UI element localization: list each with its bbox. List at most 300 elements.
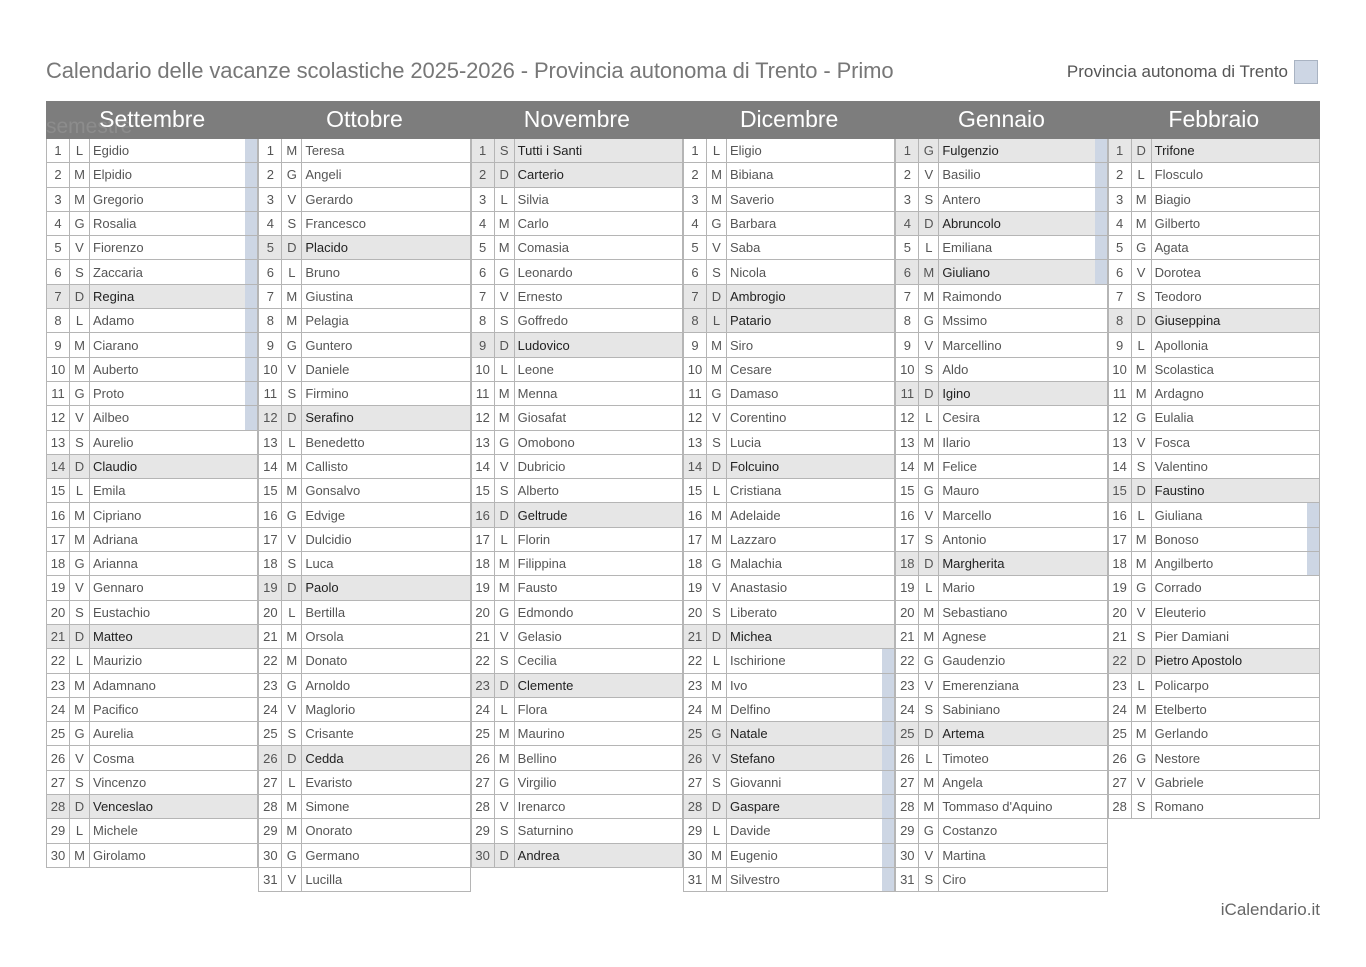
day-row [895, 188, 1107, 212]
weekday-letter: M [1132, 528, 1152, 551]
day-number: 4 [1109, 212, 1132, 235]
weekday-letter: M [70, 674, 90, 697]
weekday-letter: M [707, 698, 727, 721]
vacation-marker [245, 212, 257, 235]
saint-name: Trifone [1154, 143, 1195, 159]
day-row [471, 576, 683, 600]
month-column-settembre [46, 101, 258, 868]
saint-name: Gilberto [1154, 216, 1201, 232]
day-number: 23 [896, 674, 919, 697]
month-title: Gennaio [957, 106, 1045, 132]
day-number: 28 [259, 795, 282, 818]
day-number: 13 [47, 431, 70, 454]
day-number: 28 [47, 795, 70, 818]
weekday-letter: L [1132, 163, 1152, 186]
weekday-letter: M [919, 431, 939, 454]
saint-name: Ailbeo [93, 410, 130, 426]
weekday-letter: V [495, 795, 515, 818]
saint-name: Bertilla [305, 604, 346, 620]
day-number: 19 [259, 576, 282, 599]
weekday-letter: M [282, 139, 302, 162]
day-number: 3 [472, 188, 495, 211]
day-number: 13 [259, 431, 282, 454]
saint-name: Flora [517, 701, 548, 717]
weekday-letter: V [282, 698, 302, 721]
day-number: 21 [472, 625, 495, 648]
day-number: 22 [47, 649, 70, 672]
saint-name: Bibiana [729, 167, 774, 183]
month-title: Settembre [99, 106, 206, 132]
day-row [46, 139, 258, 163]
saint-name: Tommaso d'Aquino [942, 799, 1053, 815]
vacation-marker [245, 260, 257, 283]
saint-name: Egidio [93, 143, 130, 159]
saint-name: Martina [942, 847, 986, 863]
weekday-letter: V [919, 674, 939, 697]
day-number: 2 [896, 163, 919, 186]
day-number: 23 [684, 674, 707, 697]
day-number: 12 [684, 406, 707, 429]
saint-name: Evaristo [305, 774, 353, 790]
weekday-letter: G [1132, 406, 1152, 429]
day-row [1108, 674, 1320, 698]
day-number: 18 [472, 552, 495, 575]
weekday-letter: D [707, 625, 727, 648]
day-row [1108, 309, 1320, 333]
saint-name: Claudio [93, 459, 138, 474]
calendar-grid [46, 101, 1320, 894]
day-row [258, 163, 470, 187]
weekday-letter: M [70, 188, 90, 211]
weekday-letter: S [70, 601, 90, 624]
day-row [1108, 455, 1320, 479]
weekday-letter: V [282, 188, 302, 211]
day-row [258, 455, 470, 479]
weekday-letter: V [707, 236, 727, 259]
saint-name: Bellino [517, 750, 557, 766]
saint-name: Marcellino [942, 337, 1002, 353]
day-number: 7 [1109, 285, 1132, 308]
saint-name: Timoteo [942, 750, 989, 766]
day-row [471, 358, 683, 382]
saint-name: Stefano [729, 750, 775, 766]
saint-name: Giosafat [517, 410, 567, 426]
weekday-letter: G [919, 649, 939, 672]
saint-name: Giuliana [1154, 507, 1203, 523]
day-row [471, 625, 683, 649]
saint-name: Ernesto [517, 288, 563, 304]
day-number: 7 [47, 285, 70, 308]
day-row [1108, 260, 1320, 284]
weekday-letter: D [70, 455, 90, 478]
day-row [46, 406, 258, 430]
weekday-letter: M [707, 674, 727, 697]
saint-name: Silvia [517, 191, 549, 207]
saint-name: Cosma [93, 750, 135, 766]
weekday-letter: G [1132, 236, 1152, 259]
day-row [1108, 625, 1320, 649]
day-row [46, 503, 258, 527]
weekday-letter: D [1132, 139, 1152, 162]
saint-name: Artema [942, 726, 985, 742]
day-number: 7 [896, 285, 919, 308]
weekday-letter: L [707, 649, 727, 672]
weekday-letter: M [70, 503, 90, 526]
day-row [1108, 212, 1320, 236]
saint-name: Siro [729, 337, 754, 353]
weekday-letter: S [1132, 455, 1152, 478]
day-number: 14 [1109, 455, 1132, 478]
saint-name: Antonio [942, 531, 987, 547]
day-row [895, 771, 1107, 795]
weekday-letter: S [919, 698, 939, 721]
day-number: 29 [47, 819, 70, 842]
day-row [471, 528, 683, 552]
day-number: 14 [472, 455, 495, 478]
day-row [258, 333, 470, 357]
weekday-letter: S [707, 771, 727, 794]
saint-name: Gregorio [93, 191, 144, 207]
day-row [1108, 188, 1320, 212]
vacation-marker [1307, 552, 1319, 575]
day-number: 3 [1109, 188, 1132, 211]
day-number: 8 [896, 309, 919, 332]
day-number: 17 [472, 528, 495, 551]
weekday-letter: G [282, 163, 302, 186]
day-number: 30 [684, 844, 707, 867]
day-row [46, 649, 258, 673]
weekday-letter: G [707, 212, 727, 235]
day-number: 8 [259, 309, 282, 332]
saint-name: Ivo [729, 677, 748, 693]
saint-name: Emerenziana [942, 677, 1019, 693]
saint-name: Gerlando [1154, 726, 1209, 742]
weekday-letter: L [495, 358, 515, 381]
weekday-letter: S [919, 528, 939, 551]
day-row [895, 528, 1107, 552]
day-number: 13 [684, 431, 707, 454]
saint-name: Corrado [1154, 580, 1202, 596]
day-number: 8 [1109, 309, 1132, 332]
saint-name: Ludovico [517, 337, 570, 353]
day-number: 12 [472, 406, 495, 429]
saint-name: Clemente [517, 677, 574, 693]
day-row [258, 309, 470, 333]
day-row [471, 746, 683, 770]
saint-name: Eugenio [729, 847, 778, 863]
saint-name: Adamnano [93, 677, 156, 693]
day-row [1108, 771, 1320, 795]
weekday-letter: M [282, 309, 302, 332]
day-row [471, 382, 683, 406]
day-row [46, 212, 258, 236]
vacation-marker [245, 188, 257, 211]
saint-name: Dubricio [517, 459, 566, 474]
saint-name: Romano [1154, 799, 1204, 815]
saint-name: Simone [305, 799, 350, 815]
weekday-letter: M [707, 358, 727, 381]
day-row [471, 698, 683, 722]
day-row [683, 285, 895, 309]
weekday-letter: D [495, 844, 515, 867]
weekday-letter: L [919, 406, 939, 429]
weekday-letter: D [919, 722, 939, 745]
day-row [471, 552, 683, 576]
day-row [258, 698, 470, 722]
saint-name: Margherita [942, 556, 1005, 572]
weekday-letter: L [495, 698, 515, 721]
day-row [258, 625, 470, 649]
day-row [683, 431, 895, 455]
weekday-letter: M [707, 528, 727, 551]
day-number: 27 [1109, 771, 1132, 794]
weekday-letter: M [707, 503, 727, 526]
day-number: 15 [896, 479, 919, 502]
day-row [46, 479, 258, 503]
saint-name: Filippina [517, 556, 567, 572]
day-number: 19 [47, 576, 70, 599]
weekday-letter: M [282, 455, 302, 478]
page-title: Calendario delle vacanze scolastiche 2025-2026 - Provincia autonoma di Trento - Primo [46, 58, 894, 83]
day-number: 15 [259, 479, 282, 502]
weekday-letter: V [495, 625, 515, 648]
saint-name: Onorato [305, 823, 353, 839]
day-row [1108, 236, 1320, 260]
day-number: 30 [259, 844, 282, 867]
weekday-letter: M [1132, 722, 1152, 745]
vacation-marker [245, 236, 257, 259]
day-row [1108, 431, 1320, 455]
weekday-letter: S [495, 139, 515, 162]
weekday-letter: M [282, 819, 302, 842]
weekday-letter: G [919, 479, 939, 502]
day-row [471, 260, 683, 284]
day-row [683, 358, 895, 382]
day-row [895, 746, 1107, 770]
day-row [683, 698, 895, 722]
day-row [683, 188, 895, 212]
day-number: 1 [1109, 139, 1132, 162]
day-number: 15 [47, 479, 70, 502]
day-row [683, 212, 895, 236]
weekday-letter: D [919, 382, 939, 405]
day-row [258, 358, 470, 382]
vacation-marker [882, 819, 894, 842]
saint-name: Pacifico [93, 701, 139, 717]
day-number: 7 [259, 285, 282, 308]
weekday-letter: M [70, 333, 90, 356]
day-row [471, 163, 683, 187]
saint-name: Lucia [729, 434, 762, 450]
legend-swatch [1294, 60, 1318, 84]
day-row [46, 795, 258, 819]
day-row [683, 674, 895, 698]
saint-name: Girolamo [93, 847, 146, 863]
vacation-marker [882, 722, 894, 745]
saint-name: Arianna [93, 556, 138, 572]
weekday-letter: M [495, 746, 515, 769]
day-number: 27 [259, 771, 282, 794]
weekday-letter: M [495, 236, 515, 259]
weekday-letter: G [70, 382, 90, 405]
weekday-letter: L [70, 139, 90, 162]
saint-name: Flosculo [1154, 167, 1204, 183]
day-row [895, 674, 1107, 698]
day-row [258, 552, 470, 576]
saint-name: Gaspare [729, 799, 780, 815]
weekday-letter: L [707, 819, 727, 842]
weekday-letter: M [919, 795, 939, 818]
day-number: 11 [47, 382, 70, 405]
day-number: 5 [1109, 236, 1132, 259]
day-row [258, 674, 470, 698]
saint-name: Gaudenzio [942, 653, 1006, 669]
month-title: Novembre [523, 106, 630, 132]
weekday-letter: M [1132, 552, 1152, 575]
weekday-letter: L [1132, 333, 1152, 356]
saint-name: Aurelia [93, 726, 134, 742]
day-number: 14 [684, 455, 707, 478]
saint-name: Basilio [942, 167, 981, 183]
day-row [258, 406, 470, 430]
weekday-letter: L [282, 771, 302, 794]
day-number: 27 [47, 771, 70, 794]
saint-name: Ilario [942, 434, 971, 450]
day-row [683, 771, 895, 795]
weekday-letter: L [919, 236, 939, 259]
day-row [1108, 479, 1320, 503]
saint-name: Saverio [729, 191, 775, 207]
vacation-marker [882, 795, 894, 818]
day-row [1108, 552, 1320, 576]
weekday-letter: S [919, 358, 939, 381]
day-row [471, 455, 683, 479]
day-number: 11 [684, 382, 707, 405]
day-row [471, 649, 683, 673]
saint-name: Nicola [729, 264, 767, 280]
day-number: 25 [47, 722, 70, 745]
weekday-letter: V [282, 358, 302, 381]
saint-name: Ardagno [1154, 386, 1204, 402]
weekday-letter: D [282, 236, 302, 259]
day-number: 9 [47, 333, 70, 356]
day-row [1108, 503, 1320, 527]
day-number: 16 [896, 503, 919, 526]
saint-name: Teodoro [1154, 288, 1202, 304]
day-row [895, 503, 1107, 527]
saint-name: Bruno [305, 264, 341, 280]
weekday-letter: M [495, 722, 515, 745]
day-number: 8 [472, 309, 495, 332]
day-row [683, 479, 895, 503]
weekday-letter: G [707, 722, 727, 745]
vacation-marker [1095, 212, 1107, 235]
weekday-letter: D [282, 406, 302, 429]
day-number: 29 [259, 819, 282, 842]
saint-name: Gennaro [93, 580, 144, 596]
day-number: 18 [684, 552, 707, 575]
day-number: 2 [472, 163, 495, 186]
day-number: 29 [896, 819, 919, 842]
weekday-letter: V [707, 406, 727, 429]
day-number: 20 [472, 601, 495, 624]
day-row [1108, 406, 1320, 430]
day-number: 11 [259, 382, 282, 405]
weekday-letter: L [70, 309, 90, 332]
day-number: 10 [472, 358, 495, 381]
day-number: 21 [1109, 625, 1132, 648]
weekday-letter: V [1132, 771, 1152, 794]
weekday-letter: L [495, 528, 515, 551]
saint-name: Cecilia [517, 653, 557, 669]
saint-name: Ischirione [729, 653, 786, 669]
day-number: 22 [684, 649, 707, 672]
day-number: 24 [472, 698, 495, 721]
saint-name: Pelagia [305, 313, 349, 329]
saint-name: Eligio [729, 143, 762, 159]
weekday-letter: L [282, 260, 302, 283]
day-row [258, 503, 470, 527]
day-number: 18 [47, 552, 70, 575]
weekday-letter: S [282, 552, 302, 575]
weekday-letter: S [282, 722, 302, 745]
day-number: 1 [259, 139, 282, 162]
saint-name: Comasia [517, 240, 569, 256]
day-number: 14 [259, 455, 282, 478]
vacation-marker [882, 698, 894, 721]
weekday-letter: V [70, 746, 90, 769]
day-number: 15 [472, 479, 495, 502]
day-row [683, 163, 895, 187]
day-number: 5 [47, 236, 70, 259]
weekday-letter: D [282, 576, 302, 599]
day-number: 26 [684, 746, 707, 769]
day-row [683, 625, 895, 649]
day-number: 20 [896, 601, 919, 624]
weekday-letter: S [282, 212, 302, 235]
weekday-letter: V [70, 576, 90, 599]
vacation-marker [245, 309, 257, 332]
weekday-letter: M [919, 260, 939, 283]
day-row [683, 309, 895, 333]
weekday-letter: V [919, 333, 939, 356]
weekday-letter: M [1132, 358, 1152, 381]
weekday-letter: D [70, 285, 90, 308]
weekday-letter: V [282, 868, 302, 891]
weekday-letter: L [70, 819, 90, 842]
day-row [46, 333, 258, 357]
day-number: 20 [47, 601, 70, 624]
day-row [471, 188, 683, 212]
day-number: 27 [684, 771, 707, 794]
day-number: 25 [1109, 722, 1132, 745]
weekday-letter: V [919, 163, 939, 186]
day-number: 3 [684, 188, 707, 211]
day-number: 29 [472, 819, 495, 842]
day-row [895, 722, 1107, 746]
day-number: 23 [259, 674, 282, 697]
day-row [258, 819, 470, 843]
saint-name: Ciarano [93, 337, 139, 353]
weekday-letter: D [1132, 479, 1152, 502]
day-number: 20 [684, 601, 707, 624]
day-number: 19 [472, 576, 495, 599]
saint-name: Leonardo [517, 264, 573, 280]
day-row [895, 431, 1107, 455]
weekday-letter: S [707, 601, 727, 624]
day-number: 24 [684, 698, 707, 721]
day-number: 24 [896, 698, 919, 721]
